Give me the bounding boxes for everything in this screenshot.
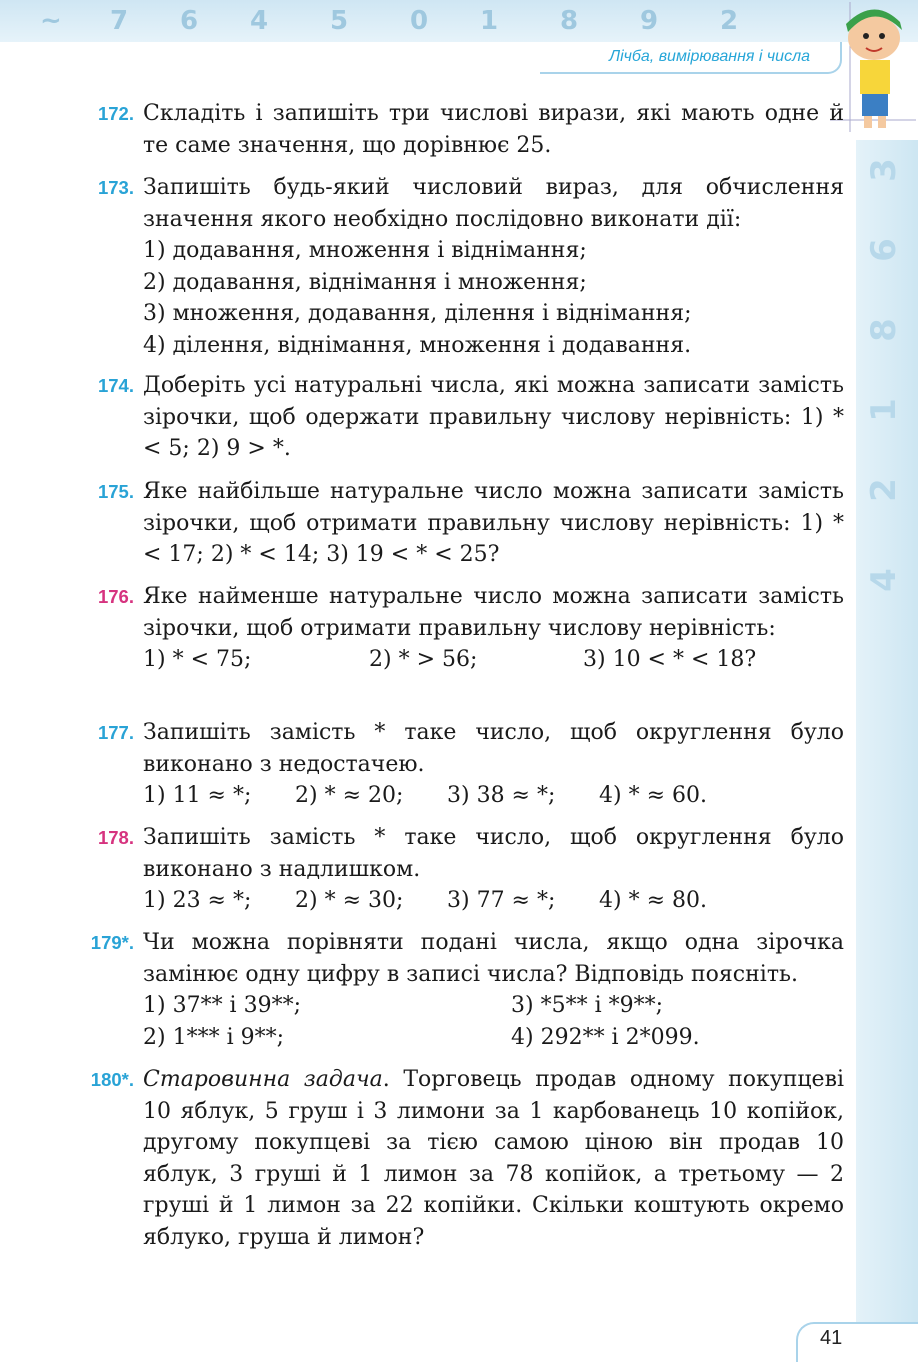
doodle-digit: 4	[250, 6, 269, 36]
doodle-digit: 0	[410, 6, 429, 36]
exercise-item: 2) додавання, віднімання і множення;	[143, 269, 587, 295]
exercise-item: 1) додавання, множення і віднімання;	[143, 238, 587, 263]
exercise-item: 4) ділення, віднімання, множення і додавання.	[143, 332, 692, 358]
doodle-digit: 1	[480, 6, 499, 36]
exercise-176	[78, 581, 844, 676]
side-doodle-digit: 8	[863, 318, 904, 342]
exercise-180	[78, 1064, 844, 1253]
doodle-digit: 6	[180, 6, 199, 36]
exercise-option: 2) * ≈ 30;	[295, 888, 404, 913]
exercise-option: 2) * ≈ 20;	[295, 783, 404, 808]
exercise-text: . Торговець продав одному покупцеві 10 яблук, 5 груш і 3 лимони за 1 карбованець 10 копійок, другому покупцеві за тією самою ціною він продав 10 яблук, 3 груші й 1 лимон за 78 копійок, а третьому — 2 груші й 1 лимон за 22 копійки. Скільки коштують окремо яблуко, груша й лимон?	[143, 1067, 844, 1250]
doodle-digit: ~	[40, 6, 62, 36]
exercise-text: Запишіть будь-який числовий вираз, для обчислення значення якого необхідно послідовно виконати дії:	[143, 175, 844, 232]
exercise-172	[78, 98, 844, 161]
doodle-digit: 5	[330, 6, 349, 36]
exercise-177	[78, 717, 844, 812]
exercise-title: Старовинна задача	[143, 1067, 383, 1092]
exercise-option: 4) * ≈ 60.	[599, 783, 707, 808]
side-doodle-digit: 1	[863, 398, 904, 422]
exercise-text: Запишіть замість * таке число, щоб округлення було виконано з надлишком.	[143, 825, 844, 882]
top-decorative-band	[0, 0, 918, 42]
exercise-option: 4) * ≈ 80.	[599, 888, 707, 913]
exercise-number: 178.	[97, 827, 134, 848]
page-number-tab	[796, 1322, 918, 1362]
side-doodle-digit: 6	[863, 238, 904, 262]
exercise-number: 175.	[97, 481, 134, 502]
exercise-number: 176.	[97, 586, 134, 607]
exercise-174	[78, 370, 844, 465]
exercise-number: 173.	[97, 177, 134, 198]
exercise-option: 3) 38 ≈ *;	[447, 783, 556, 808]
exercise-text: Доберіть усі натуральні числа, які можна записати замість зірочки, щоб одержати правильну числову нерівність: 1) * < 5; 2) 9 > *.	[143, 373, 844, 461]
exercise-option: 2) 1*** і 9**;	[143, 1024, 285, 1050]
doodle-digit: 9	[640, 6, 659, 36]
section-title: Лічба, вимірювання і числа	[609, 48, 810, 65]
exercise-option: 3) *5** і *9**;	[511, 993, 664, 1018]
exercise-179	[78, 927, 844, 1053]
exercise-option: 1) 37** і 39**;	[143, 993, 301, 1018]
doodle-digit: 2	[720, 6, 739, 36]
doodle-digit: 8	[560, 6, 579, 36]
page-number: 41	[820, 1327, 843, 1349]
side-doodle-digit: 2	[863, 478, 904, 502]
doodle-digit: 7	[110, 6, 129, 36]
exercise-option: 3) 10 < * < 18?	[583, 647, 757, 672]
exercise-option: 1) * < 75;	[143, 647, 252, 672]
exercise-number: 172.	[97, 103, 134, 124]
exercise-option: 4) 292** і 2*099.	[511, 1024, 700, 1050]
exercise-option: 1) 23 ≈ *;	[143, 888, 252, 913]
exercise-number: 180*.	[90, 1069, 134, 1090]
exercise-option: 2) * > 56;	[369, 647, 478, 672]
side-doodle-digit: 4	[863, 568, 904, 592]
exercise-text: Чи можна порівняти подані числа, якщо одна зірочка замінює одну цифру в записі числа? Відповідь поясніть.	[143, 930, 844, 987]
exercise-173	[78, 172, 844, 361]
exercise-178	[78, 822, 844, 917]
exercise-number: 177.	[97, 722, 134, 743]
exercise-text: Яке найменше натуральне число можна записати замість зірочки, щоб отримати правильну числову нерівність:	[143, 584, 844, 641]
exercise-number: 174.	[97, 375, 134, 396]
exercise-text: Запишіть замість * таке число, щоб округлення було виконано з недостачею.	[143, 720, 844, 777]
exercise-number: 179*.	[90, 932, 134, 953]
exercise-option: 3) 77 ≈ *;	[447, 888, 556, 913]
exercise-175	[78, 476, 844, 571]
exercise-text-wrapper	[143, 1064, 844, 1253]
exercise-text: Яке найбільше натуральне число можна записати замість зірочки, щоб отримати правильну числову нерівність: 1) * < 17; 2) * < 14; 3) 19 < * < 25?	[143, 479, 844, 567]
exercise-text: Складіть і запишіть три числові вирази, які мають одне й те саме значення, що дорівнює 25.	[143, 101, 844, 158]
side-doodle-digit: 3	[863, 158, 904, 182]
exercise-item: 3) множення, додавання, ділення і віднімання;	[143, 301, 692, 326]
exercise-option: 1) 11 ≈ *;	[143, 783, 252, 808]
